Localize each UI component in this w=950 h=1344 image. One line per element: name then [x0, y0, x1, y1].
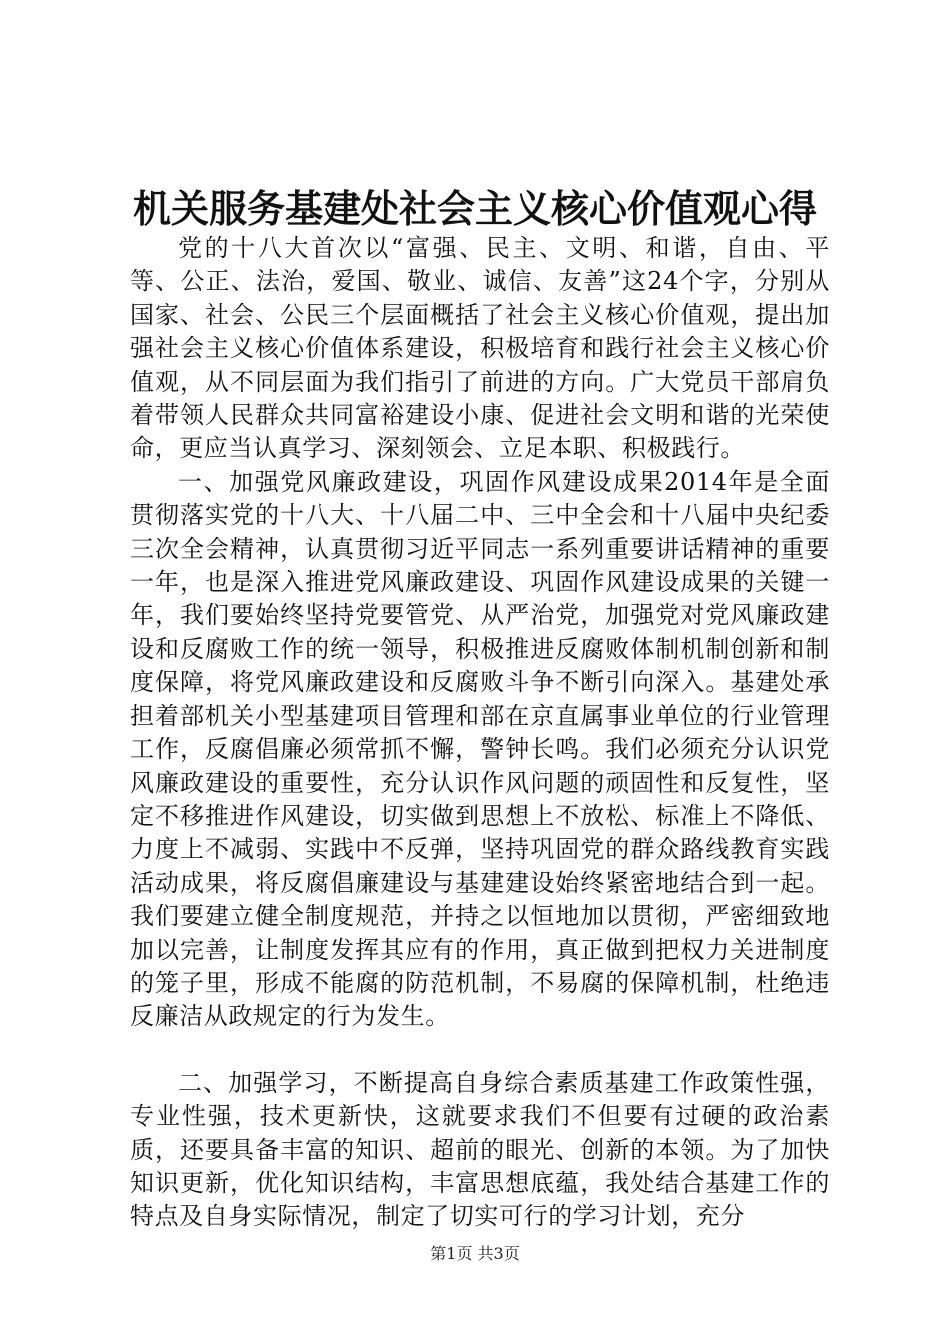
document-body: [130, 232, 830, 1234]
page-number-footer: 第1页 共3页: [430, 1244, 520, 1263]
document-title: 机关服务基建处社会主义核心价值观心得: [132, 186, 817, 231]
paragraph-intro: 党的十八大首次以“富强、民主、文明、和谐，自由、平等、公正、法治，爱国、敬业、诚信、友善”这24个字，分别从国家、社会、公民三个层面概括了社会主义核心价值观，提出加强社会主义核心价值体系建设，积极培育和践行社会主义核心价值观，从不同层面为我们指引了前进的方向。广大党员干部肩负着带领人民群众共同富裕建设小康、促进社会文明和谐的光荣使命，更应当认真学习、深刻领会、立足本职、积极践行。: [130, 234, 830, 463]
paragraph-section-2: 二、加强学习，不断提高自身综合素质基建工作政策性强，专业性强，技术更新快，这就要求我们不但要有过硬的政治素质，还要具备丰富的知识、超前的眼光、创新的本领。为了加快知识更新，优化知识结构，丰富思想底蕴，我处结合基建工作的特点及自身实际情况，制定了切实可行的学习计划，充分: [130, 1068, 830, 1231]
paragraph-section-1: 一、加强党风廉政建设，巩固作风建设成果2014年是全面贯彻落实党的十八大、十八届二中、三中全会和十八届中央纪委三次全会精神，认真贯彻习近平同志一系列重要讲话精神的重要一年，也是深入推进党风廉政建设、巩固作风建设成果的关键一年，我们要始终坚持党要管党、从严治党，加强党对党风廉政建设和反腐败工作的统一领导，积极推进反腐败体制机制创新和制度保障，将党风廉政建设和反腐败斗争不断引向深入。基建处承担着部机关小型基建项目管理和部在京直属事业单位的行业管理工作，反腐倡廉必须常抓不懈，警钟长鸣。我们必须充分认识党风廉政建设的重要性，充分认识作风问题的顽固性和反复性，坚定不移推进作风建设，切实做到思想上不放松、标准上不降低、力度上不减弱、实践中不反弹，坚持巩固党的群众路线教育实践活动成果，将反腐倡廉建设与基建建设始终紧密地结合到一起。我们要建立健全制度规范，并持之以恒地加以贯彻，严密细致地加以完善，让制度发挥其应有的作用，真正做到把权力关进制度的笼子里，形成不能腐的防范机制，不易腐的保障机制，杜绝违反廉洁从政规定的行为发生。: [130, 467, 830, 1031]
